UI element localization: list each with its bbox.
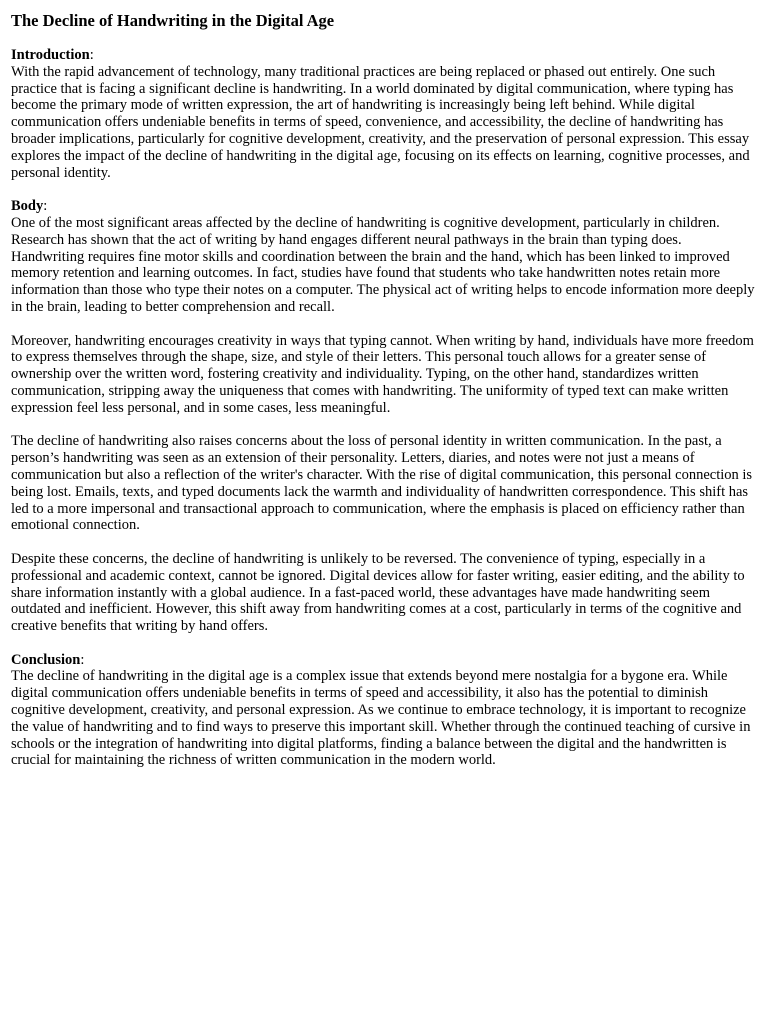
body-paragraph-1: One of the most significant areas affected by the decline of handwriting is cognitive development, particularly in children. Research has shown that the act of writing by hand engages different neural pathways in the brain than typing does. Handwriting requires fine motor skills and coordination between the brain and the hand, which has been linked to improved memory retention and learning outcomes. In fact, studies have found that students who take handwritten notes retain more information than those who type their notes on a computer. The physical act of writing helps to encode information more deeply in the brain, leading to better comprehension and recall.	[11, 214, 755, 315]
body-paragraph-3: The decline of handwriting also raises concerns about the loss of personal identity in written communication. In the past, a person’s handwriting was seen as an extension of their personality. Letters, diaries, and notes were not just a means of communication but also a reflection of the writer's character. With the rise of digital communication, this personal connection is being lost. Emails, texts, and typed documents lack the warmth and individuality of handwritten correspondence. This shift has led to a more impersonal and transactional approach to communication, where the emphasis is placed on efficiency rather than emotional connection.	[11, 433, 753, 534]
introduction-paragraph: With the rapid advancement of technology, many traditional practices are being replaced or phased out entirely. One such practice that is facing a significant decline is handwriting. In a world dominated by digital communication, where typing has become the primary mode of written expression, the art of handwriting is increasingly being left behind. While digital communication offers undeniable benefits in terms of speed, convenience, and accessibility, the decline of handwriting has broader implications, particularly for cognitive development, creativity, and the preservation of personal expression. This essay explores the impact of the decline of handwriting in the digital age, focusing on its effects on learning, cognitive processes, and personal identity.	[11, 63, 750, 181]
conclusion-section	[11, 652, 757, 770]
body-heading-text: Body	[11, 198, 44, 215]
conclusion-heading: Conclusion:	[11, 651, 85, 668]
body-paragraph-2: Moreover, handwriting encourages creativity in ways that typing cannot. When writing by hand, individuals have more freedom to express themselves through the shape, size, and style of their letters. This personal touch allows for a greater sense of ownership over the written word, fostering creativity and individuality. Typing, on the other hand, standardizes written communication, stripping away the uniqueness that comes with handwriting. The uniformity of typed text can make written expression feel less personal, and in some cases, less meaningful.	[11, 332, 754, 416]
introduction-heading: Introduction:	[11, 47, 94, 63]
conclusion-paragraph: The decline of handwriting in the digital age is a complex issue that extends beyond mere nostalgia for a bygone era. While digital communication offers undeniable benefits in terms of speed and accessibility, it also has the potential to diminish cognitive development, creativity, and personal expression. As we continue to embrace technology, it is important to recognize the value of handwriting and to find ways to preserve this important skill. Whether through the continued teaching of cursive in schools or the integration of handwriting into digital platforms, finding a balance between the digital and the handwritten is crucial for maintaining the richness of written communication in the modern world.	[11, 668, 751, 769]
body-heading: Body:	[11, 198, 48, 215]
introduction-heading-text: Introduction	[11, 47, 90, 63]
body-section	[11, 198, 757, 635]
document-title: The Decline of Handwriting in the Digital Age	[11, 11, 335, 30]
body-paragraph-4: Despite these concerns, the decline of handwriting is unlikely to be reversed. The convenience of typing, especially in a professional and academic context, cannot be ignored. Digital devices allow for faster writing, easier editing, and the ability to share information instantly with a global audience. In a fast-paced world, these advantages have made handwriting seem outdated and inefficient. However, this shift away from handwriting comes at a cost, particularly in terms of the cognitive and creative benefits that writing by hand offers.	[11, 550, 745, 635]
conclusion-heading-text: Conclusion	[11, 651, 81, 668]
introduction-section	[11, 47, 757, 181]
